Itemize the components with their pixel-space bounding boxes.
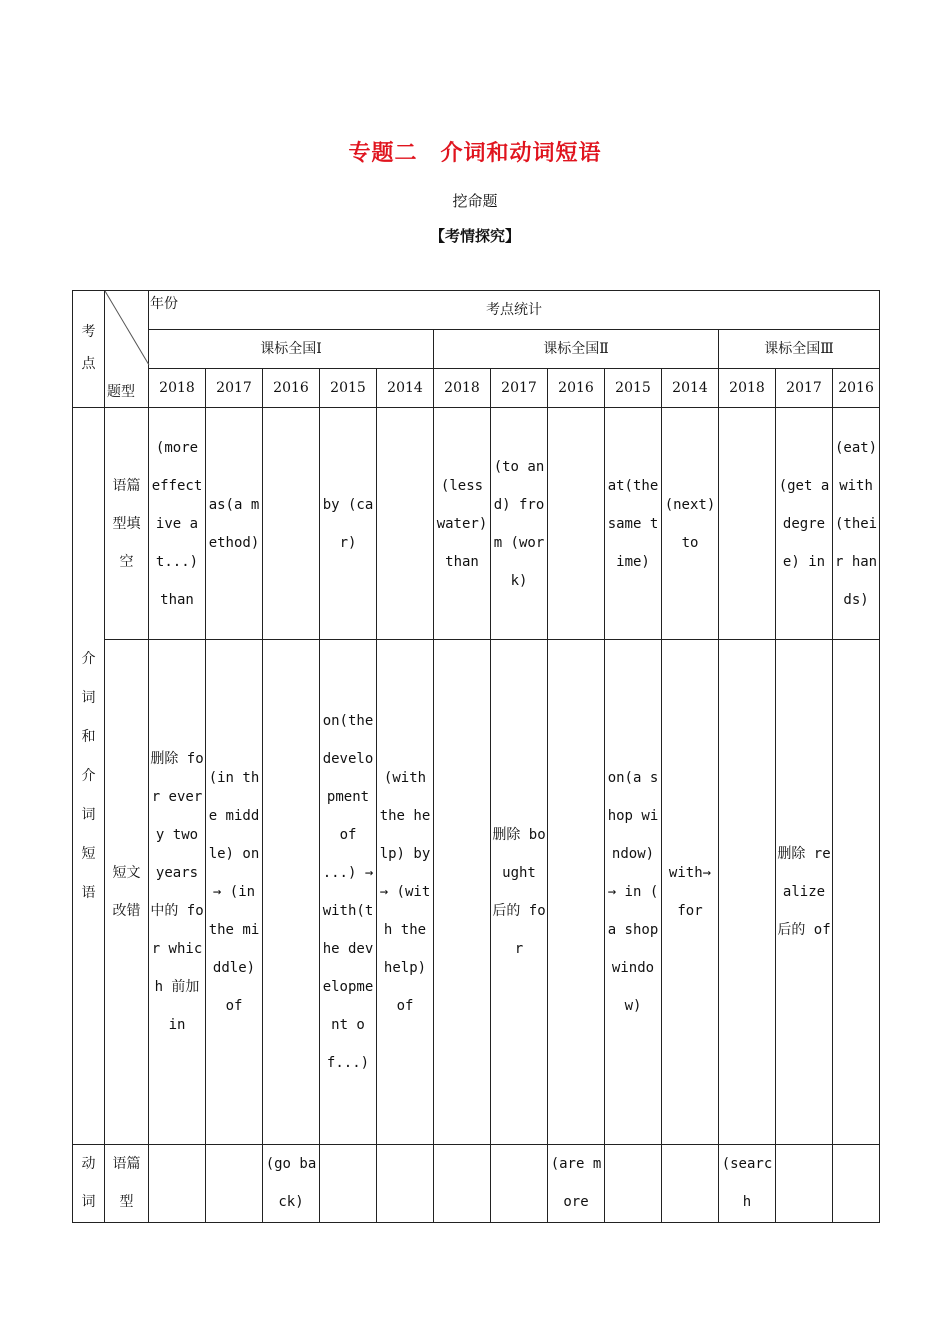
data-cell [833, 1145, 880, 1223]
data-cell [434, 1145, 491, 1223]
data-cell [149, 1145, 206, 1223]
year-cell: 2016 [833, 369, 880, 408]
topic-verbs: 动词 [73, 1145, 105, 1223]
data-cell: (next) to [662, 408, 719, 640]
data-cell [377, 408, 434, 640]
data-cell [491, 1145, 548, 1223]
year-cell: 2015 [320, 369, 377, 408]
year-cell: 2014 [377, 369, 434, 408]
data-cell [263, 640, 320, 1145]
exam-stats-table [72, 290, 880, 1223]
data-cell [434, 640, 491, 1145]
data-cell: as(a method) [206, 408, 263, 640]
row-type-label: 语篇型填空 [105, 408, 149, 640]
corner-year-label: 年份 [150, 296, 178, 312]
year-cell: 2018 [149, 369, 206, 408]
group-national-3: 课标全国Ⅲ [719, 330, 880, 369]
data-cell [719, 640, 776, 1145]
data-cell: 删除 bought 后的 for [491, 640, 548, 1145]
year-cell: 2015 [605, 369, 662, 408]
data-cell: (in the middle) on→ (in the middle) of [206, 640, 263, 1145]
year-cell: 2016 [263, 369, 320, 408]
data-cell: on(a shop window) → in ( a shop window) [605, 640, 662, 1145]
data-cell: with→ for [662, 640, 719, 1145]
data-cell [263, 408, 320, 640]
data-cell: (to and) from (work) [491, 408, 548, 640]
year-cell: 2014 [662, 369, 719, 408]
data-cell: at(the same time) [605, 408, 662, 640]
year-cell: 2018 [719, 369, 776, 408]
data-cell: (search [719, 1145, 776, 1223]
section-heading: 【考情探究】 [429, 227, 520, 245]
data-cell: (are more [548, 1145, 605, 1223]
stats-header: 考点统计 [149, 291, 880, 330]
data-cell: (less water) than [434, 408, 491, 640]
year-cell: 2017 [491, 369, 548, 408]
year-cell: 2016 [548, 369, 605, 408]
data-cell: 删除 realize 后的 of [776, 640, 833, 1145]
group-national-2: 课标全国Ⅱ [434, 330, 719, 369]
data-cell [548, 408, 605, 640]
data-cell [833, 640, 880, 1145]
data-cell: (go back) [263, 1145, 320, 1223]
group-national-1: 课标全国Ⅰ [149, 330, 434, 369]
page-title: 专题二 介词和动词短语 [348, 141, 602, 166]
data-cell: (more effective at...) than [149, 408, 206, 640]
row-type-label: 语篇型 [105, 1145, 149, 1223]
data-cell [662, 1145, 719, 1223]
data-cell [320, 1145, 377, 1223]
year-cell: 2017 [776, 369, 833, 408]
data-cell: (eat) with (their hands) [833, 408, 880, 640]
data-cell [719, 408, 776, 640]
topic-prepositions: 介词和介词短语 [73, 408, 105, 1145]
year-cell: 2018 [434, 369, 491, 408]
year-cell: 2017 [206, 369, 263, 408]
data-cell: on(the development of ...) → with(the development of...) [320, 640, 377, 1145]
subtitle: 挖命题 [452, 192, 498, 210]
data-cell: (get a degree) in [776, 408, 833, 640]
data-cell: 删除 for every two years 中的 for which 前加 in [149, 640, 206, 1145]
data-cell: (with the help) by→ (with the help) of [377, 640, 434, 1145]
data-cell [548, 640, 605, 1145]
data-cell [377, 1145, 434, 1223]
corner-topic-label: 考点 [73, 291, 105, 408]
corner-type-label: 题型 [107, 384, 135, 400]
row-type-label: 短文改错 [105, 640, 149, 1145]
data-cell [776, 1145, 833, 1223]
data-cell: by (car) [320, 408, 377, 640]
data-cell [605, 1145, 662, 1223]
data-cell [206, 1145, 263, 1223]
